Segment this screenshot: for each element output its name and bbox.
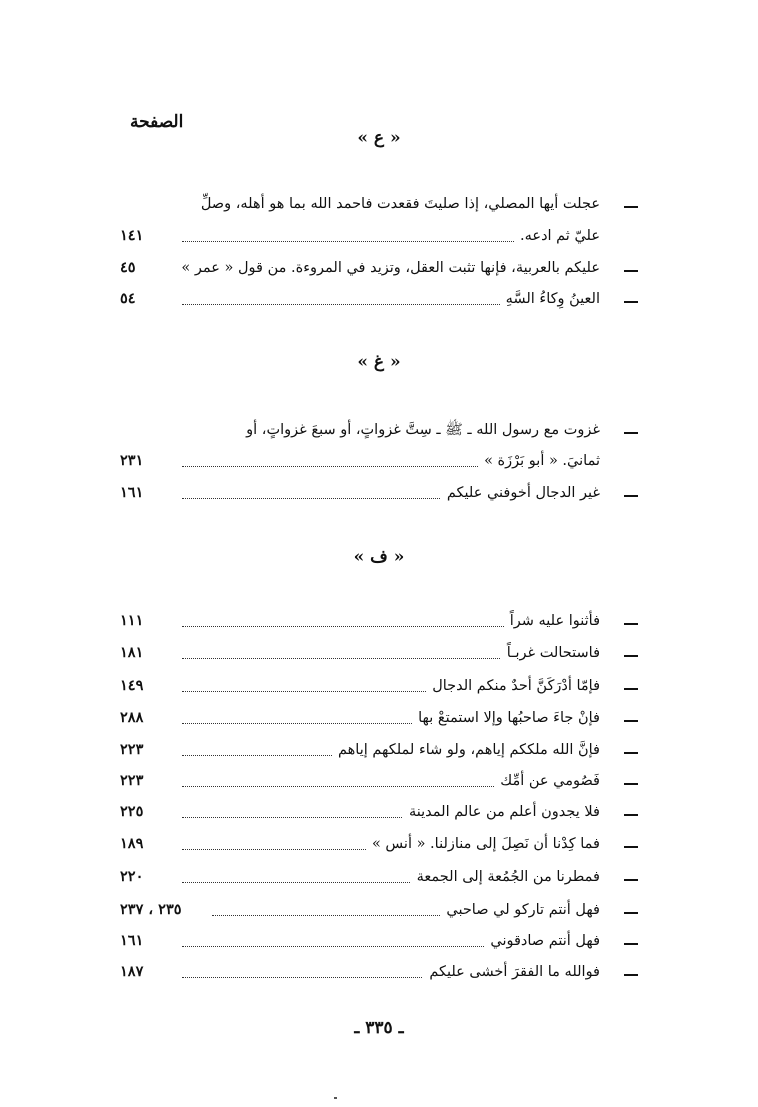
entry-page: ٢٣٥ ، ٢٣٧ <box>120 901 182 918</box>
entry-dash <box>622 479 640 507</box>
index-entry <box>120 285 640 313</box>
entry-page: ٢٢٥ <box>120 803 144 820</box>
entry-dash <box>622 416 640 444</box>
entry-dash <box>622 896 640 924</box>
entry-page: ٥٤ <box>120 290 136 307</box>
entry-text: فلا يجدون أعلم من عالم المدينة <box>403 798 600 826</box>
entry-dash <box>622 798 640 826</box>
index-entry <box>120 958 640 986</box>
entry-page: ١٨٩ <box>120 835 144 852</box>
entry-dash <box>622 285 640 313</box>
entry-dash <box>622 736 640 764</box>
entry-text: فما كِدْنا أن نَصِلَ إلى منازلنا. « أنس » <box>366 830 600 858</box>
entry-page: ٢٢٣ <box>120 772 144 789</box>
entry-text: فهل أنتم تاركو لي صاحبي <box>440 896 600 924</box>
index-entry <box>120 896 640 924</box>
entry-text: عليكم بالعربية، فإنها تثبت العقل، وتزيد في المروءة. من قول « عمر » <box>175 254 600 282</box>
index-entry <box>120 607 640 635</box>
entry-text: فوالله ما الفقرَ أخشى عليكم <box>423 958 600 986</box>
entry-dash <box>622 672 640 700</box>
entry-page: ١٨٧ <box>120 963 144 980</box>
entry-page: ١١١ <box>120 612 144 629</box>
entry-text: فهل أنتم صادقوني <box>484 927 600 955</box>
entry-page: ١٤١ <box>120 227 144 244</box>
entry-page: ١٤٩ <box>120 677 144 694</box>
section-title: « غ » <box>357 352 401 372</box>
entry-text: فإنْ جاءَ صاحبُها وإلا استمتعْ بها <box>412 704 600 732</box>
index-entry <box>120 798 640 826</box>
entry-text: غير الدجال أخوفني عليكم <box>441 479 600 507</box>
entry-dash <box>622 767 640 795</box>
scan-speck <box>334 1097 337 1099</box>
index-entry <box>120 927 640 955</box>
entry-page: ٢٨٨ <box>120 709 144 726</box>
entry-text: فمطرنا من الجُمُعة إلى الجمعة <box>411 863 600 891</box>
entry-text: فإنَّ الله ملككم إياهم، ولو شاء لملكهم إياهم <box>332 736 600 764</box>
entry-page: ٢٣١ <box>120 452 144 469</box>
index-entry <box>120 672 640 700</box>
entry-dash <box>622 254 640 282</box>
entry-page: ٤٥ <box>120 259 136 276</box>
index-entry <box>120 416 640 444</box>
entry-dash <box>622 927 640 955</box>
entry-text: عجلت أيها المصلي، إذا صليتَ فقعدت فاحمد الله بما هو أهله، وصلِّ <box>195 190 600 218</box>
entry-text: غزوت مع رسول الله ـ ﷺ ـ سِتَّ غزواتٍ، أو سبعَ غزواتٍ، أو <box>240 416 600 444</box>
entry-dash <box>622 958 640 986</box>
page-heading: الصفحة <box>130 112 184 132</box>
index-entry <box>120 736 640 764</box>
index-entry <box>120 704 640 732</box>
page-number-footer: ـ ٣٣٥ ـ <box>354 1018 404 1038</box>
entry-page: ١٦١ <box>120 484 144 501</box>
entry-dash <box>622 830 640 858</box>
index-entry <box>120 479 640 507</box>
entry-text: العينُ وِكاءُ السَّهِ <box>500 285 600 313</box>
index-entry <box>120 830 640 858</box>
entry-dash <box>622 639 640 667</box>
entry-text: ثمانيَ. « أبو بَرْزَة » <box>478 447 600 475</box>
entry-text: فَصُومي عن أمِّك <box>494 767 600 795</box>
entry-page: ١٦١ <box>120 932 144 949</box>
section-title: « ع » <box>357 128 401 148</box>
index-entry <box>120 863 640 891</box>
entry-dash <box>622 607 640 635</box>
entry-text: فاستحالت غربـاً <box>501 639 600 667</box>
index-entry <box>120 639 640 667</box>
entry-page: ٢٢٣ <box>120 741 144 758</box>
entry-text: فأثنوا عليه شراً <box>504 607 600 635</box>
index-entry <box>120 222 640 250</box>
entry-page: ٢٢٠ <box>120 868 144 885</box>
entry-dash <box>622 190 640 218</box>
section-title: « ف » <box>353 547 405 567</box>
entry-dash <box>622 863 640 891</box>
entry-page: ١٨١ <box>120 644 144 661</box>
index-entry <box>120 767 640 795</box>
index-entry <box>120 190 640 218</box>
entry-dash <box>622 704 640 732</box>
entry-text: عليّ ثم ادعه. <box>514 222 600 250</box>
index-entry <box>120 447 640 475</box>
entry-text: فإمّا أدْرَكَنَّ أحدٌ منكم الدجال <box>426 672 600 700</box>
index-entry <box>120 254 640 282</box>
